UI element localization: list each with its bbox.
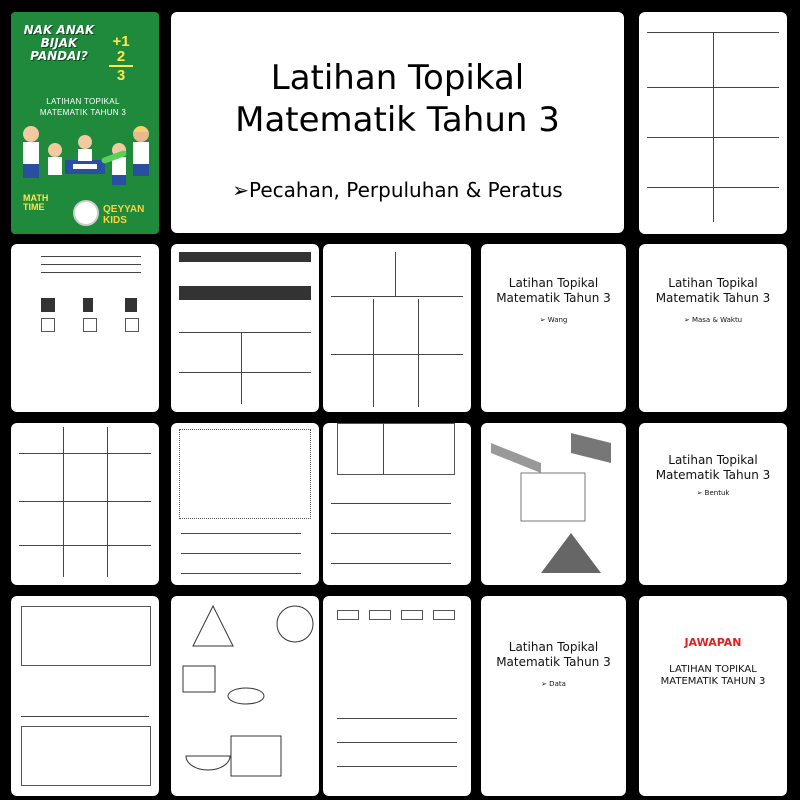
brand-logo: QEYYAN KIDS — [103, 204, 145, 226]
3d-shapes-illustration — [171, 596, 319, 796]
book-cover[interactable] — [11, 12, 159, 234]
worksheet-thumbnail-4[interactable] — [323, 244, 471, 412]
main-title-card[interactable] — [171, 12, 624, 233]
math-time-logo: MATH TIME — [23, 193, 49, 212]
worksheet-thumbnail-3[interactable] — [171, 244, 319, 412]
main-title-topic: ➢Pecahan, Perpuluhan & Peratus — [232, 178, 563, 202]
worksheet-thumbnail-9[interactable] — [11, 596, 159, 796]
topic-card-wang[interactable]: Latihan Topikal Matematik Tahun 3 ➢ Wang — [481, 244, 626, 412]
answer-card[interactable]: JAWAPAN LATIHAN TOPIKAL MATEMATIK TAHUN 3 — [639, 596, 787, 796]
main-title-line1: Latihan Topikal — [270, 58, 525, 98]
children-illustration — [15, 120, 155, 192]
worksheet-thumbnail-11[interactable] — [323, 596, 471, 796]
cover-subtitle: LATIHAN TOPIKAL MATEMATIK TAHUN 3 — [39, 97, 127, 117]
topic-card-bentuk[interactable]: Latihan Topikal Matematik Tahun 3 ➢ Bentuk — [639, 423, 787, 585]
worksheet-thumbnail-2[interactable] — [11, 244, 159, 412]
worksheet-thumbnail-8[interactable] — [481, 423, 626, 585]
main-title-line2: Matematik Tahun 3 — [235, 100, 560, 140]
worksheet-thumbnail-6[interactable] — [171, 423, 319, 585]
shapes-illustration — [481, 423, 626, 585]
worksheet-thumbnail-1[interactable] — [639, 12, 787, 234]
cover-title-art: NAK ANAK BIJAK PANDAI? — [23, 23, 95, 63]
worksheet-thumbnail-5[interactable] — [11, 423, 159, 585]
fraction-icon: +1 2 3 — [109, 34, 133, 83]
topic-card-data[interactable]: Latihan Topikal Matematik Tahun 3 ➢ Data — [481, 596, 626, 796]
worksheet-thumbnail-7[interactable] — [323, 423, 471, 585]
topic-card-masa-waktu[interactable]: Latihan Topikal Matematik Tahun 3 ➢ Masa & Waktu — [639, 244, 787, 412]
answer-heading: JAWAPAN — [684, 636, 742, 649]
clock-icon — [73, 200, 99, 226]
worksheet-thumbnail-10[interactable] — [171, 596, 319, 796]
